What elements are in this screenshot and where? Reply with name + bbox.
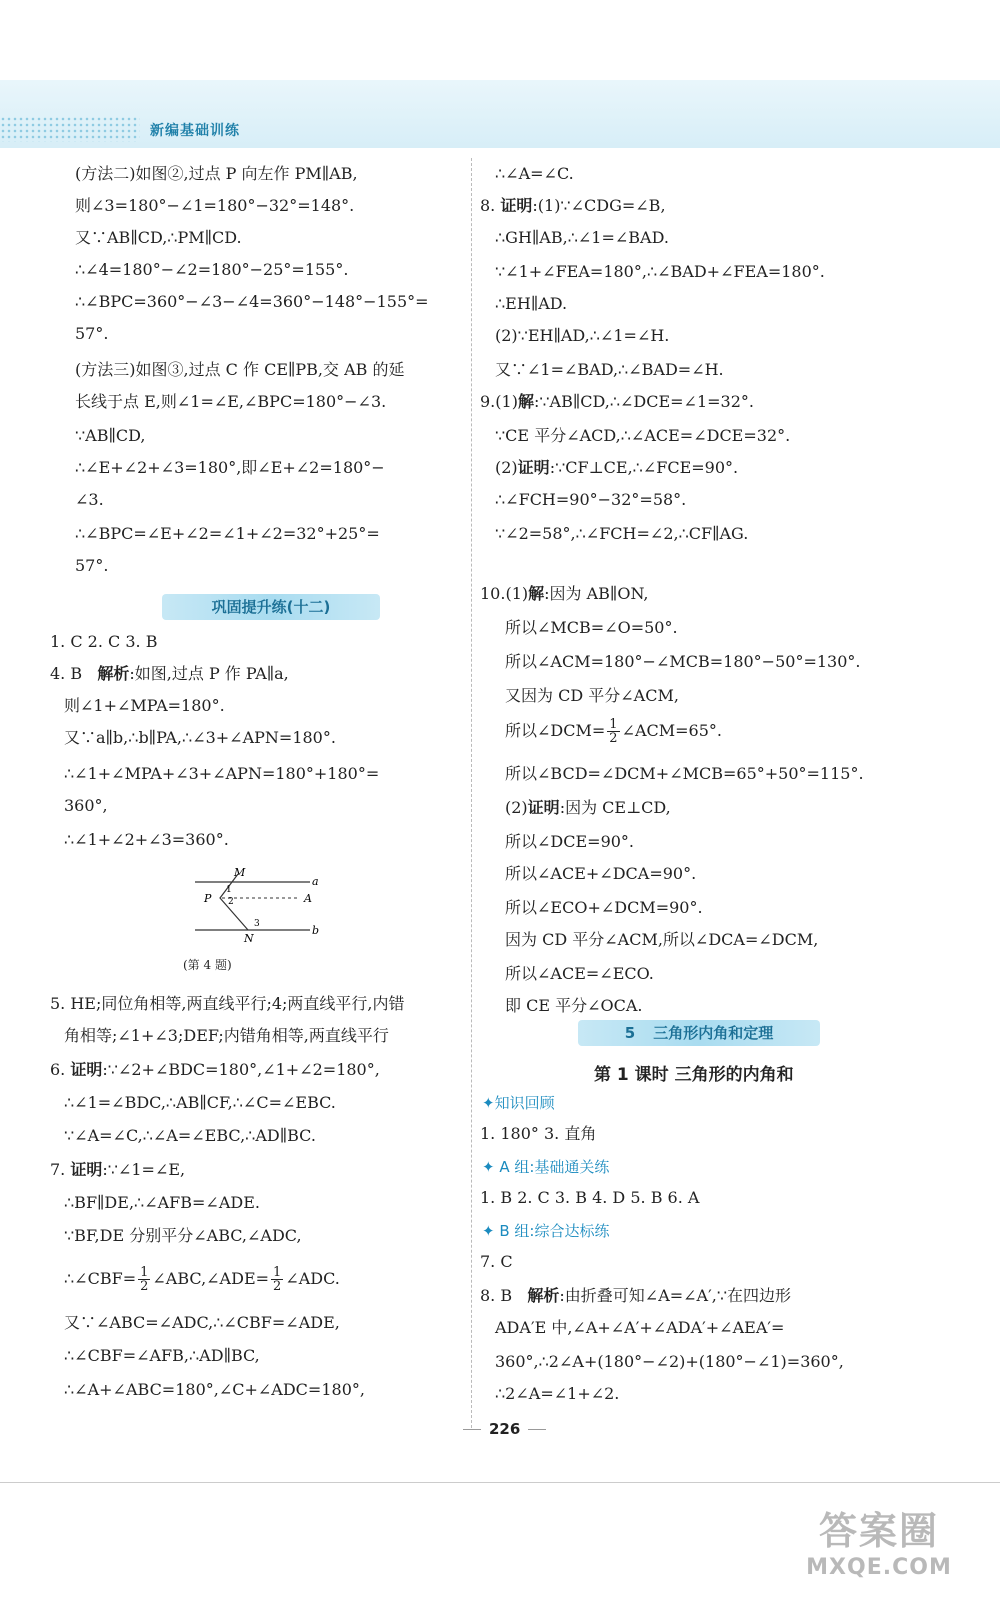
proof-text: :因为 CE⊥CD,: [559, 798, 671, 817]
text-line: 所以∠ECO+∠DCM=90°.: [505, 898, 703, 917]
text-line: 又∵∠1=∠BAD,∴∠BAD=∠H.: [495, 360, 724, 379]
text-line: ∠3.: [75, 490, 104, 509]
question-number: 6.: [50, 1060, 66, 1079]
fraction-one-half: [607, 718, 619, 745]
text-line: (方法三)如图③,过点 C 作 CE∥PB,交 AB 的延: [75, 360, 405, 379]
angle-label-3: 3: [254, 919, 260, 929]
text-segment: ∴∠CBF=: [64, 1269, 137, 1288]
watermark-logo: [784, 1500, 974, 1592]
text-segment: ∠ABC,∠ADE=: [152, 1269, 270, 1288]
answer-line: 1. C 2. C 3. B: [50, 632, 158, 651]
analysis-text: :如图,过点 P 作 PA∥a,: [129, 664, 289, 683]
question-number: 9.: [480, 392, 496, 411]
label-n: N: [244, 932, 254, 945]
text-line: 则∠3=180°−∠1=180°−32°=148°.: [75, 196, 355, 215]
fraction-one-half: [138, 1266, 150, 1293]
answer-line: 5. HE;同位角相等,两直线平行;4;两直线平行,内错: [50, 994, 405, 1013]
proof-text: :∵∠2+∠BDC=180°,∠1+∠2=180°,: [102, 1060, 380, 1079]
watermark-text-bottom: MXQE.COM: [806, 1555, 952, 1580]
question-number: 4. B: [50, 664, 83, 683]
lesson-title: 第 1 课时 三角形的内角和: [594, 1065, 794, 1085]
angle-label-2: 2: [228, 897, 234, 907]
text-line: ∴∠1+∠MPA+∠3+∠APN=180°+180°=: [64, 764, 380, 783]
text-line: 则∠1+∠MPA=180°.: [64, 696, 225, 715]
label-line-a: a: [312, 875, 319, 888]
question-6-head: [50, 1060, 380, 1080]
text-line: 所以∠BCD=∠DCM+∠MCB=65°+50°=115°.: [505, 764, 864, 783]
answer-line: 1. 180° 3. 直角: [480, 1124, 597, 1143]
text-line: 所以∠MCB=∠O=50°.: [505, 618, 678, 637]
text-line: ∴2∠A=∠1+∠2.: [495, 1384, 620, 1403]
text-line: 又因为 CD 平分∠ACM,: [505, 686, 679, 705]
text-line: 360°,: [64, 796, 108, 815]
proof-label: 证明: [70, 1060, 103, 1079]
text-line: ∴∠BPC=360°−∠3−∠4=360°−148°−155°=: [75, 292, 429, 311]
label-pa-a: A: [304, 892, 312, 905]
denominator: 2: [609, 731, 618, 746]
section-label-group-b: ✦ B 组:综合达标练: [482, 1222, 610, 1240]
text-line: 即 CE 平分∠OCA.: [505, 996, 643, 1015]
section-label-group-a: ✦ A 组:基础通关练: [482, 1158, 610, 1176]
question-10-head: [480, 584, 649, 604]
series-title: 新编基础训练: [150, 123, 240, 139]
text-line: ∴∠BPC=∠E+∠2=∠1+∠2=32°+25°=: [75, 524, 380, 543]
solution-label: 解: [528, 584, 545, 603]
text-line: (方法二)如图②,过点 P 向左作 PM∥AB,: [75, 164, 358, 183]
part-label: (2): [505, 798, 528, 817]
text-line: ∴∠4=180°−∠2=180°−25°=155°.: [75, 260, 349, 279]
text-line: ∵∠1+∠FEA=180°,∴∠BAD+∠FEA=180°.: [495, 262, 825, 281]
text-line: ∴GH∥AB,∴∠1=∠BAD.: [495, 228, 669, 247]
text-line: ∴∠E+∠2+∠3=180°,即∠E+∠2=180°−: [75, 458, 385, 477]
text-line: 所以∠ACE+∠DCA=90°.: [505, 864, 697, 883]
question-8b-head: [480, 1286, 791, 1306]
proof-label: 证明: [500, 196, 533, 215]
header-dot-pattern: [0, 116, 140, 142]
text-line: 又∵∠ABC=∠ADC,∴∠CBF=∠ADE,: [64, 1313, 340, 1332]
chapter-number: 5: [624, 1024, 636, 1042]
section-label-review: ✦知识回顾: [482, 1094, 555, 1112]
text-line: ∴∠FCH=90°−32°=58°.: [495, 490, 687, 509]
text-line: ∴BF∥DE,∴∠AFB=∠ADE.: [64, 1193, 260, 1212]
text-line: ∴∠A=∠C.: [495, 164, 574, 183]
numerator: 1: [273, 1265, 282, 1280]
text-line: ∵BF,DE 分别平分∠ABC,∠ADC,: [64, 1226, 302, 1245]
text-segment: 所以∠DCM=: [505, 721, 606, 740]
text-line: 所以∠ACM=180°−∠MCB=180°−50°=130°.: [505, 652, 861, 671]
text-line: ∴EH∥AD.: [495, 294, 568, 313]
angle-label-1: 1: [226, 885, 232, 895]
text-line: ∴∠CBF=∠AFB,∴AD∥BC,: [64, 1346, 260, 1365]
text-segment: ∠ACM=65°.: [621, 721, 722, 740]
part-label: (1): [495, 392, 518, 411]
question-8-head: [480, 196, 666, 216]
section-banner-consolidation: 巩固提升练(十二): [162, 594, 380, 620]
label-p: P: [204, 892, 212, 905]
figure-caption: (第 4 题): [183, 958, 232, 972]
text-line: 所以∠ACE=∠ECO.: [505, 964, 654, 983]
part-label: (1): [505, 584, 529, 603]
denominator: 2: [273, 1279, 282, 1294]
question-9-head: [480, 392, 754, 412]
fraction-line: [64, 1264, 340, 1294]
text-line: 360°,∴2∠A+(180°−∠2)+(180°−∠1)=360°,: [495, 1352, 844, 1371]
label-m: M: [234, 866, 246, 879]
denominator: 2: [140, 1279, 149, 1294]
text-line: 因为 CD 平分∠ACM,所以∠DCA=∠DCM,: [505, 930, 819, 949]
proof-text: :(1)∵∠CDG=∠B,: [532, 196, 666, 215]
bottom-rule: [0, 1482, 1000, 1483]
text-segment: ∠ADC.: [285, 1269, 340, 1288]
text-line: 57°.: [75, 556, 109, 575]
text-line: ∴∠1+∠2+∠3=360°.: [64, 830, 229, 849]
text-line: ∴∠1=∠BDC,∴AB∥CF,∴∠C=∠EBC.: [64, 1093, 336, 1112]
question-9-part2: [495, 458, 738, 478]
text-line: 57°.: [75, 324, 109, 343]
answer-line: 7. C: [480, 1252, 513, 1271]
watermark-text-top: 答案圈: [818, 1509, 939, 1553]
text-line: ∴∠A+∠ABC=180°,∠C+∠ADC=180°,: [64, 1380, 365, 1399]
answer-line: 1. B 2. C 3. B 4. D 5. B 6. A: [480, 1188, 700, 1207]
text-line: ∵AB∥CD,: [75, 426, 146, 445]
question-4-head: [50, 664, 289, 684]
proof-text: :∵∠1=∠E,: [102, 1160, 186, 1179]
chapter-title: 三角形内角和定理: [653, 1024, 774, 1042]
proof-label: 证明: [527, 798, 560, 817]
text-line: (2)∵EH∥AD,∴∠1=∠H.: [495, 326, 670, 345]
question-number: 10.: [480, 584, 506, 603]
analysis-label: 解析: [527, 1286, 560, 1305]
numerator: 1: [609, 717, 618, 732]
proof-text: :∵CF⊥CE,∴∠FCE=90°.: [549, 458, 739, 477]
part-label: (2): [495, 458, 518, 477]
question-number: 8. B: [480, 1286, 513, 1305]
question-number: 8.: [480, 196, 496, 215]
proof-label: 证明: [517, 458, 550, 477]
solution-text: :因为 AB∥ON,: [544, 584, 649, 603]
question-10-part2: [505, 798, 671, 818]
proof-label: 证明: [70, 1160, 103, 1179]
solution-label: 解: [517, 392, 534, 411]
text-line: ∵CE 平分∠ACD,∴∠ACE=∠DCE=32°.: [495, 426, 791, 445]
text-line: 长线于点 E,则∠1=∠E,∠BPC=180°−∠3.: [75, 392, 387, 411]
text-line: ∵∠A=∠C,∴∠A=∠EBC,∴AD∥BC.: [64, 1126, 316, 1145]
fraction-one-half: [271, 1266, 283, 1293]
label-line-b: b: [312, 924, 320, 937]
question-7-head: [50, 1160, 185, 1180]
fraction-line: [505, 716, 722, 746]
analysis-label: 解析: [97, 664, 130, 683]
text-line: 又∵AB∥CD,∴PM∥CD.: [75, 228, 242, 247]
section-banner-chapter-5: [578, 1020, 820, 1046]
column-divider: [471, 158, 472, 1428]
analysis-text: :由折叠可知∠A=∠A′,∵在四边形: [559, 1286, 792, 1305]
numerator: 1: [140, 1265, 149, 1280]
question-number: 7.: [50, 1160, 66, 1179]
text-line: ADA′E 中,∠A+∠A′+∠ADA′+∠AEA′=: [495, 1318, 785, 1337]
answer-line: 角相等;∠1+∠3;DEF;内错角相等,两直线平行: [64, 1026, 389, 1045]
text-line: 又∵a∥b,∴b∥PA,∴∠3+∠APN=180°.: [64, 728, 336, 747]
text-line: ∵∠2=58°,∴∠FCH=∠2,∴CF∥AG.: [495, 524, 749, 543]
solution-text: :∵AB∥CD,∴∠DCE=∠1=32°.: [533, 392, 754, 411]
page-number: 226: [455, 1420, 554, 1438]
text-line: 所以∠DCE=90°.: [505, 832, 635, 851]
